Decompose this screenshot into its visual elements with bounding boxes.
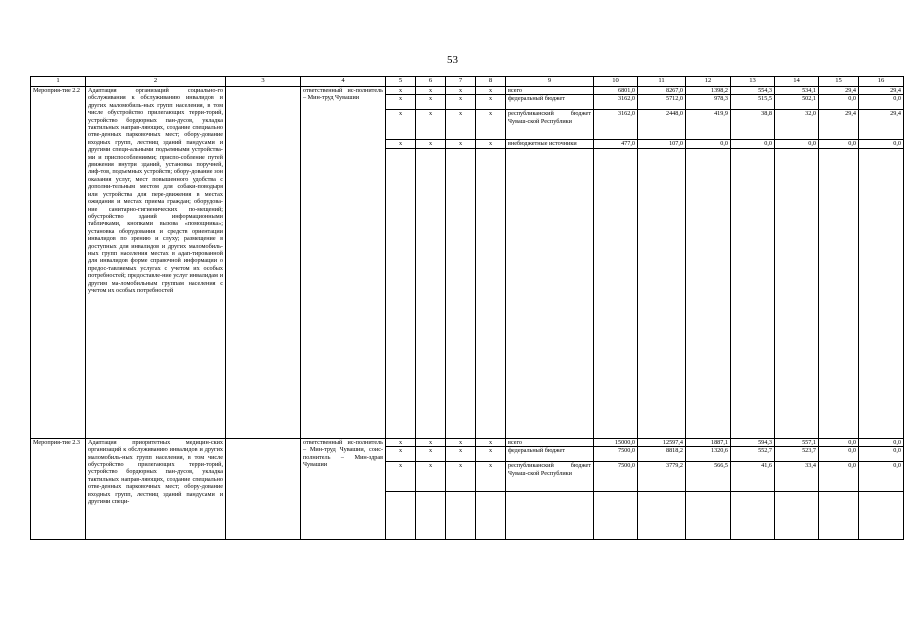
cell-x: x [386, 447, 416, 462]
value-cell: 29,4 [819, 87, 859, 95]
col-header: 13 [731, 77, 775, 87]
empty-cell [859, 148, 904, 438]
value-cell: 8267,0 [638, 87, 686, 95]
value-cell: 6801,0 [594, 87, 638, 95]
col-header: 11 [638, 77, 686, 87]
cell-x: x [386, 110, 416, 140]
value-cell: 523,7 [775, 447, 819, 462]
cell-x: x [446, 140, 476, 148]
empty-cell [416, 148, 446, 438]
empty-cell [638, 492, 686, 540]
cell-x: x [386, 95, 416, 110]
value-cell: 38,8 [731, 110, 775, 140]
value-cell: 0,0 [819, 140, 859, 148]
program-table [30, 76, 904, 540]
empty-cell [594, 492, 638, 540]
funding-source: республиканский бюджет Чуваш-ской Республики [506, 462, 594, 492]
cell-x: x [416, 95, 446, 110]
empty-cell [446, 492, 476, 540]
col-header: 6 [416, 77, 446, 87]
empty-cell [506, 148, 594, 438]
cell-x: x [476, 95, 506, 110]
col-header: 16 [859, 77, 904, 87]
funding-source: всего [506, 438, 594, 446]
value-cell: 0,0 [859, 140, 904, 148]
cell-x: x [386, 140, 416, 148]
funding-source: республиканский бюджет Чуваш-ской Республики [506, 110, 594, 140]
empty-cell [386, 148, 416, 438]
empty-cell [446, 148, 476, 438]
table-row [31, 438, 904, 446]
value-cell: 5712,0 [638, 95, 686, 110]
value-cell: 557,1 [775, 438, 819, 446]
empty-cell [819, 492, 859, 540]
value-cell: 41,6 [731, 462, 775, 492]
cell-x: x [416, 447, 446, 462]
empty-cell [476, 492, 506, 540]
value-cell: 33,4 [775, 462, 819, 492]
funding-source: внебюджетные источники [506, 140, 594, 148]
empty-cell [775, 492, 819, 540]
empty-cell [476, 148, 506, 438]
value-cell: 32,0 [775, 110, 819, 140]
value-cell: 0,0 [686, 140, 731, 148]
empty-cell [386, 492, 416, 540]
responsible-executor: ответственный ис-полнитель – Мин-труд Чувашии [301, 87, 386, 439]
col-header: 12 [686, 77, 731, 87]
empty-cell [819, 148, 859, 438]
cell-x: x [476, 438, 506, 446]
responsible-executor: ответственный ис-полнитель – Мин-труд Чувашии, соис-полнитель – Мин-здрав Чувашии [301, 438, 386, 539]
table-row [31, 87, 904, 95]
cell-x: x [476, 462, 506, 492]
empty-cell [638, 148, 686, 438]
value-cell: 1320,6 [686, 447, 731, 462]
funding-source: федеральный бюджет [506, 95, 594, 110]
value-cell: 0,0 [859, 438, 904, 446]
cell-x: x [416, 110, 446, 140]
empty-cell [775, 148, 819, 438]
cell-x: x [416, 87, 446, 95]
value-cell: 554,3 [731, 87, 775, 95]
value-cell: 594,3 [731, 438, 775, 446]
empty-cell [506, 492, 594, 540]
empty-cell [226, 87, 301, 439]
value-cell: 29,4 [819, 110, 859, 140]
col-header: 14 [775, 77, 819, 87]
cell-x: x [446, 462, 476, 492]
value-cell: 1887,1 [686, 438, 731, 446]
cell-x: x [386, 87, 416, 95]
value-cell: 0,0 [731, 140, 775, 148]
empty-cell [416, 492, 446, 540]
cell-x: x [476, 447, 506, 462]
cell-x: x [446, 447, 476, 462]
value-cell: 2448,0 [638, 110, 686, 140]
page-number: 53 [447, 54, 458, 66]
value-cell: 1398,2 [686, 87, 731, 95]
empty-cell [686, 148, 731, 438]
cell-x: x [446, 438, 476, 446]
cell-x: x [446, 87, 476, 95]
value-cell: 0,0 [819, 95, 859, 110]
cell-x: x [476, 87, 506, 95]
empty-cell [686, 492, 731, 540]
value-cell: 419,9 [686, 110, 731, 140]
cell-x: x [416, 438, 446, 446]
value-cell: 978,3 [686, 95, 731, 110]
cell-x: x [446, 95, 476, 110]
cell-x: x [416, 462, 446, 492]
measure-code: Мероприя-тие 2.3 [31, 438, 86, 539]
col-header: 4 [301, 77, 386, 87]
cell-x: x [446, 110, 476, 140]
value-cell: 0,0 [819, 462, 859, 492]
measure-description: Адаптация приоритетных медицин-ских организаций к обслуживанию инвалидов и других маломобиль-ных групп населения, в том числе обустройство прилегающих терри-торий, устройство бордюрных пан-дусов, укладка тактильных направ-ляющих, создание специально отве-денных парковочных мест; обору-дование входных групп, лестниц зданий пандусами и другими специ- [86, 438, 226, 539]
funding-source: федеральный бюджет [506, 447, 594, 462]
value-cell: 3162,0 [594, 95, 638, 110]
empty-cell [594, 148, 638, 438]
value-cell: 0,0 [775, 140, 819, 148]
value-cell: 29,4 [859, 87, 904, 95]
col-header: 2 [86, 77, 226, 87]
value-cell: 552,7 [731, 447, 775, 462]
empty-cell [731, 148, 775, 438]
value-cell: 107,0 [638, 140, 686, 148]
empty-cell [731, 492, 775, 540]
value-cell: 0,0 [859, 447, 904, 462]
col-header: 7 [446, 77, 476, 87]
col-header: 1 [31, 77, 86, 87]
col-header: 5 [386, 77, 416, 87]
value-cell: 7500,0 [594, 447, 638, 462]
value-cell: 8818,2 [638, 447, 686, 462]
value-cell: 3779,2 [638, 462, 686, 492]
col-header: 10 [594, 77, 638, 87]
value-cell: 0,0 [819, 438, 859, 446]
cell-x: x [416, 140, 446, 148]
value-cell: 29,4 [859, 110, 904, 140]
value-cell: 3162,0 [594, 110, 638, 140]
value-cell: 502,1 [775, 95, 819, 110]
value-cell: 0,0 [819, 447, 859, 462]
value-cell: 534,1 [775, 87, 819, 95]
value-cell: 0,0 [859, 95, 904, 110]
value-cell: 7500,0 [594, 462, 638, 492]
col-header: 15 [819, 77, 859, 87]
col-header: 3 [226, 77, 301, 87]
value-cell: 12597,4 [638, 438, 686, 446]
column-number-row [31, 77, 904, 87]
col-header: 8 [476, 77, 506, 87]
cell-x: x [476, 110, 506, 140]
empty-cell [859, 492, 904, 540]
value-cell: 15000,0 [594, 438, 638, 446]
measure-code: Мероприя-тие 2.2 [31, 87, 86, 439]
value-cell: 0,0 [859, 462, 904, 492]
empty-cell [226, 438, 301, 539]
funding-source: всего [506, 87, 594, 95]
value-cell: 515,5 [731, 95, 775, 110]
value-cell: 566,5 [686, 462, 731, 492]
measure-description: Адаптация организаций социально-го обслуживания к обслуживанию инвалидов и других маломобиль-ных групп населения, в том числе обустройство прилегающих терри-торий, устройство бордюрных пан-дусов, укладка тактильных направ-ляющих, создание специально отве-денных парковочных мест; обору-дование входных групп, лестниц зданий пандусами и другими специ-альными подъемными устройства-ми и приспособлениями; приспо-собление путей движения внутри зданий, установка поручней, лиф-тов, подъемных устройств; обору-дование зон оказания услуг, мест повышенного удобства с дополни-тельным местом для собаки-поводыря или устройства для пере-движения в местах ожидания и местах приема граждан; оборудова-ние санитарно-гигиенических по-мещений; обустройство зданий информационными табличками, кнопками вызова «помощника»; установка оборудования и средств ориентации инвалидов по зрению и слуху; размещение в доступных для инвалидов и других маломобиль-ных групп населения местах в адап-тированной для инвалидов форме справочной информации о предос-тавляемых услугах с учетом их особых потребностей; предоставле-ние услуг инвалидам и другим ма-ломобильным группам населения с учетом их особых потребностей [86, 87, 226, 439]
col-header: 9 [506, 77, 594, 87]
cell-x: x [476, 140, 506, 148]
cell-x: x [386, 462, 416, 492]
cell-x: x [386, 438, 416, 446]
value-cell: 477,0 [594, 140, 638, 148]
